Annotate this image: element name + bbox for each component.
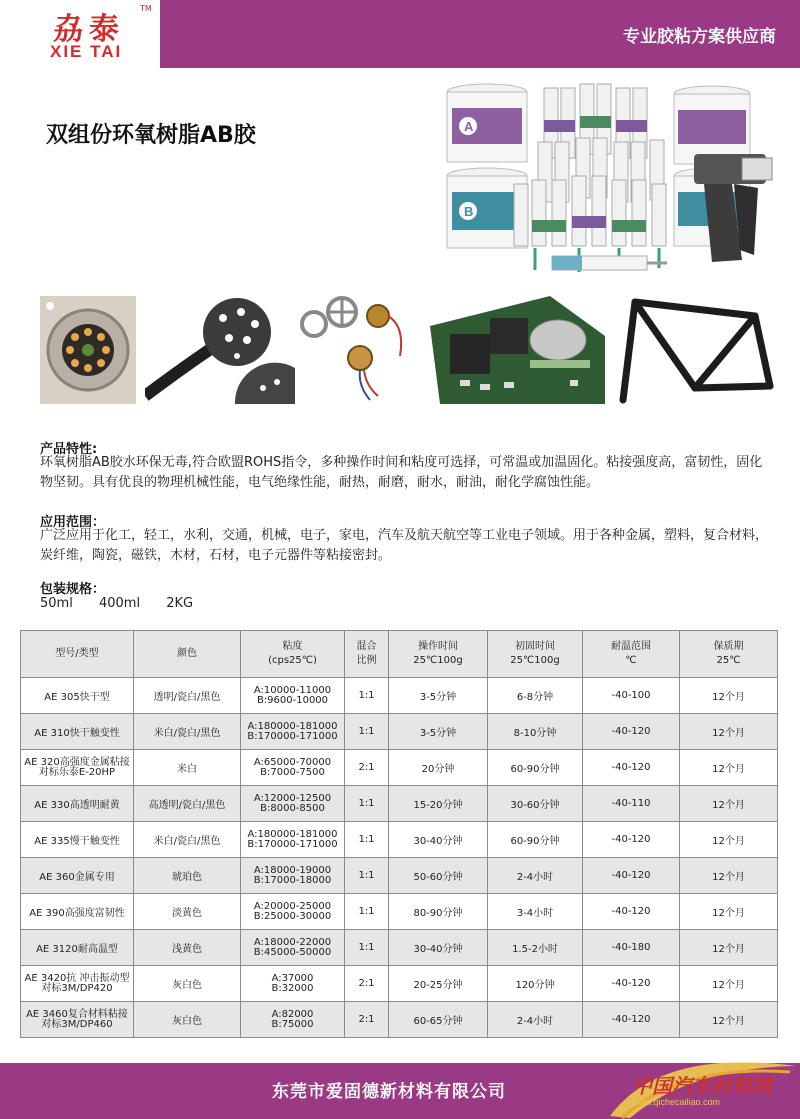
logo-trademark: TM <box>140 4 152 13</box>
table-row <box>21 1002 778 1038</box>
cell-cure-time: 2-4小时 <box>488 1002 583 1038</box>
logo-chinese: 劦泰 <box>53 12 125 47</box>
cell-color: 高透明/瓷白/黑色 <box>134 786 241 822</box>
cell-color: 透明/瓷白/黑色 <box>134 678 241 714</box>
cell-cure-time: 120分钟 <box>488 966 583 1002</box>
cell-temp-range: -40-120 <box>583 750 680 786</box>
page-title: 双组份环氧树脂AB胶 <box>46 123 256 148</box>
cell-color: 米白/瓷白/黑色 <box>134 714 241 750</box>
features-heading: 产品特性: <box>40 442 98 457</box>
cell-viscosity: A:180000-181000 B:170000-171000 <box>241 714 345 750</box>
company-name: 东莞市爱固德新材料有限公司 <box>272 1082 506 1102</box>
cell-color: 米白 <box>134 750 241 786</box>
cell-cure-time: 6-8分钟 <box>488 678 583 714</box>
cell-temp-range: -40-100 <box>583 678 680 714</box>
th-shelf-life: 保质期 25℃ <box>680 631 778 678</box>
pack-size: 50ml <box>40 596 73 611</box>
cell-model: AE 3460复合材料粘接 对标3M/DP460 <box>21 1002 134 1038</box>
th-mix-ratio: 混合 比例 <box>345 631 389 678</box>
cell-work-time: 20分钟 <box>389 750 488 786</box>
cell-temp-range: -40-120 <box>583 1002 680 1038</box>
header-slogan: 专业胶粘方案供应商 <box>623 27 776 47</box>
packaging-sizes <box>40 596 215 611</box>
cell-work-time: 30-40分钟 <box>389 930 488 966</box>
cell-cure-time: 30-60分钟 <box>488 786 583 822</box>
cell-color: 灰白色 <box>134 966 241 1002</box>
cell-mix-ratio: 2:1 <box>345 966 389 1002</box>
table-header-row <box>21 631 778 678</box>
cell-work-time: 3-5分钟 <box>389 678 488 714</box>
cell-work-time: 20-25分钟 <box>389 966 488 1002</box>
table-row <box>21 894 778 930</box>
connector-photo <box>40 296 136 404</box>
cell-temp-range: -40-180 <box>583 930 680 966</box>
cell-cure-time: 2-4小时 <box>488 858 583 894</box>
table-row <box>21 678 778 714</box>
cell-mix-ratio: 2:1 <box>345 1002 389 1038</box>
th-color: 颜色 <box>134 631 241 678</box>
cell-work-time: 80-90分钟 <box>389 894 488 930</box>
bike-frame-photo <box>605 296 775 404</box>
cell-mix-ratio: 1:1 <box>345 822 389 858</box>
applications-heading: 应用范围： <box>40 515 106 530</box>
cell-viscosity: A:18000-19000 B:17000-18000 <box>241 858 345 894</box>
packaging-heading: 包装规格： <box>40 582 106 597</box>
cell-viscosity: A:37000 B:32000 <box>241 966 345 1002</box>
cell-temp-range: -40-120 <box>583 894 680 930</box>
cell-mix-ratio: 1:1 <box>345 678 389 714</box>
cell-viscosity: A:12000-12500 B:8000-8500 <box>241 786 345 822</box>
cell-model: AE 3120耐高温型 <box>21 930 134 966</box>
cell-cure-time: 8-10分钟 <box>488 714 583 750</box>
logo-english: XIE TAI <box>50 42 123 61</box>
spec-table <box>20 630 778 1038</box>
table-row <box>21 966 778 1002</box>
table-row <box>21 750 778 786</box>
cell-mix-ratio: 1:1 <box>345 858 389 894</box>
table-row <box>21 858 778 894</box>
cell-work-time: 60-65分钟 <box>389 1002 488 1038</box>
brand-logo <box>0 0 160 68</box>
cell-temp-range: -40-120 <box>583 714 680 750</box>
watermark-url: www.qichecailiao.com <box>632 1097 721 1107</box>
table-row <box>21 786 778 822</box>
cell-temp-range: -40-110 <box>583 786 680 822</box>
cell-viscosity: A:82000 B:75000 <box>241 1002 345 1038</box>
th-cure-time: 初固时间 25℃100g <box>488 631 583 678</box>
cell-mix-ratio: 2:1 <box>345 750 389 786</box>
cell-cure-time: 3-4小时 <box>488 894 583 930</box>
cell-model: AE 320高强度金属粘接 对标乐泰E-20HP <box>21 750 134 786</box>
pack-size: 2KG <box>166 596 194 611</box>
table-row <box>21 714 778 750</box>
cell-shelf-life: 12个月 <box>680 786 778 822</box>
th-temp-range: 耐温范围 ℃ <box>583 631 680 678</box>
cell-cure-time: 60-90分钟 <box>488 822 583 858</box>
cell-mix-ratio: 1:1 <box>345 894 389 930</box>
cell-model: AE 3420抗 冲击振动型 对标3M/DP420 <box>21 966 134 1002</box>
cell-viscosity: A:10000-11000 B:9600-10000 <box>241 678 345 714</box>
cell-color: 浅黄色 <box>134 930 241 966</box>
cell-work-time: 30-40分钟 <box>389 822 488 858</box>
cell-color: 淡黄色 <box>134 894 241 930</box>
cell-color: 琥珀色 <box>134 858 241 894</box>
cell-model: AE 310快干触变性 <box>21 714 134 750</box>
cell-work-time: 3-5分钟 <box>389 714 488 750</box>
cell-cure-time: 1.5-2小时 <box>488 930 583 966</box>
cell-temp-range: -40-120 <box>583 858 680 894</box>
cell-mix-ratio: 1:1 <box>345 714 389 750</box>
cell-viscosity: A:18000-22000 B:45000-50000 <box>241 930 345 966</box>
cell-model: AE 390高强度富韧性 <box>21 894 134 930</box>
sensor-ball-photo <box>145 296 295 404</box>
cell-model: AE 330高透明耐黄 <box>21 786 134 822</box>
cell-temp-range: -40-120 <box>583 822 680 858</box>
cell-temp-range: -40-120 <box>583 966 680 1002</box>
product-photo <box>442 80 777 280</box>
cell-model: AE 305快干型 <box>21 678 134 714</box>
table-row <box>21 822 778 858</box>
header-bar <box>0 0 800 68</box>
watermark-text: 中国汽车材料网 <box>632 1074 772 1098</box>
th-viscosity: 粘度 (cps25℃) <box>241 631 345 678</box>
cell-viscosity: A:20000-25000 B:25000-30000 <box>241 894 345 930</box>
cell-shelf-life: 12个月 <box>680 714 778 750</box>
cell-shelf-life: 12个月 <box>680 966 778 1002</box>
cell-cure-time: 60-90分钟 <box>488 750 583 786</box>
cell-shelf-life: 12个月 <box>680 678 778 714</box>
th-model: 型号/类型 <box>21 631 134 678</box>
table-row <box>21 930 778 966</box>
cell-color: 灰白色 <box>134 1002 241 1038</box>
cell-model: AE 360金属专用 <box>21 858 134 894</box>
circuit-board-photo <box>430 296 605 404</box>
applications-text: 广泛应用于化工，轻工，水利，交通，机械，电子，家电，汽车及航天航空等工业电子领域。用于各种金属，塑料，复合材料，炭纤维，陶瓷，磁铁，木材，石材，电子元器件等粘接密封。 <box>40 528 769 563</box>
cell-color: 米白/瓷白/黑色 <box>134 822 241 858</box>
cell-shelf-life: 12个月 <box>680 894 778 930</box>
cell-work-time: 50-60分钟 <box>389 858 488 894</box>
cell-mix-ratio: 1:1 <box>345 930 389 966</box>
cell-mix-ratio: 1:1 <box>345 786 389 822</box>
bucket-b-letter: B <box>464 204 474 219</box>
bucket-a-letter: A <box>464 119 474 134</box>
cell-work-time: 15-20分钟 <box>389 786 488 822</box>
motor-photo <box>300 296 415 404</box>
features-text: 环氧树脂AB胶水环保无毒,符合欧盟ROHS指令，多种操作时间和粘度可选择，可常温或加温固化。粘接强度高，富韧性，固化物坚韧。具有优良的物理机械性能，电气绝缘性能，耐热，耐磨，耐水，耐油，耐化学腐蚀性能。 <box>40 455 763 490</box>
cell-shelf-life: 12个月 <box>680 750 778 786</box>
cell-shelf-life: 12个月 <box>680 858 778 894</box>
cell-viscosity: A:180000-181000 B:170000-171000 <box>241 822 345 858</box>
th-work-time: 操作时间 25℃100g <box>389 631 488 678</box>
pack-size: 400ml <box>98 596 141 611</box>
cell-shelf-life: 12个月 <box>680 822 778 858</box>
cell-shelf-life: 12个月 <box>680 930 778 966</box>
bucket-a-image <box>447 84 527 162</box>
cell-shelf-life: 12个月 <box>680 1002 778 1038</box>
cell-model: AE 335慢干触变性 <box>21 822 134 858</box>
cell-viscosity: A:65000-70000 B:7000-7500 <box>241 750 345 786</box>
